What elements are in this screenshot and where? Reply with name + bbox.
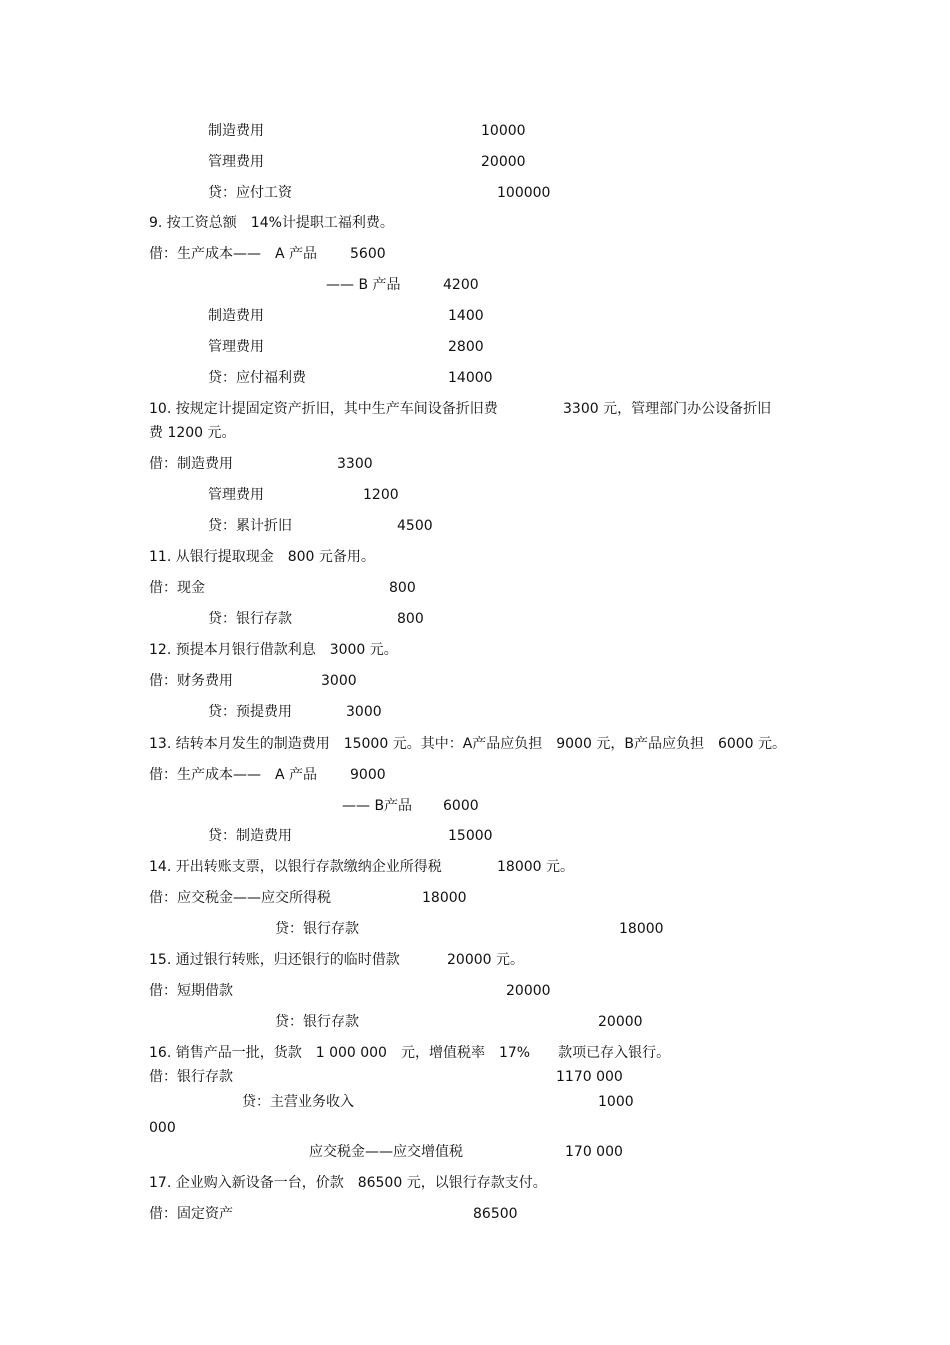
entry-heading: 16. 销售产品一批，货款 1 000 000 元，增值税率 17% 款项已存入银行。 [149, 1045, 671, 1061]
amount: 18000 [619, 921, 664, 937]
entry-heading: 15. 通过银行转账，归还银行的临时借款 [149, 952, 400, 968]
amount: 000 [149, 1120, 176, 1136]
text-line: 贷：银行存款 [208, 611, 292, 627]
amount: 18000 [422, 890, 467, 906]
text-line: 借：现金 [149, 580, 205, 596]
entry-heading: 费 1200 元。 [149, 425, 236, 441]
entry-heading: 9. 按工资总额 14%计提职工福利费。 [149, 215, 394, 231]
text-line: 贷：应付福利费 [208, 370, 306, 386]
text-line: 借：生产成本—— A 产品 [149, 767, 318, 783]
text-line: 贷：累计折旧 [208, 518, 292, 534]
amount: 86500 [473, 1206, 518, 1222]
text-line: 借：制造费用 [149, 456, 233, 472]
amount: 20000 [481, 154, 526, 170]
amount: 6000 [443, 798, 479, 814]
text-line: 管理费用 [208, 339, 264, 355]
entry-heading: 3300 元，管理部门办公设备折旧 [563, 401, 772, 417]
amount: 5600 [350, 246, 386, 262]
amount: 4200 [443, 277, 479, 293]
entry-heading: 11. 从银行提取现金 800 元备用。 [149, 549, 375, 565]
amount: 3300 [337, 456, 373, 472]
entry-heading: 12. 预提本月银行借款利息 3000 元。 [149, 642, 398, 658]
text-line: 贷：制造费用 [208, 828, 292, 844]
amount: 4500 [397, 518, 433, 534]
entry-heading: 10. 按规定计提固定资产折旧，其中生产车间设备折旧费 [149, 401, 498, 417]
entry-heading: 17. 企业购入新设备一台，价款 86500 元，以银行存款支付。 [149, 1175, 547, 1191]
amount: 100000 [497, 185, 551, 201]
text-line: 管理费用 [208, 487, 264, 503]
amount: 15000 [448, 828, 493, 844]
amount: 1170 000 [556, 1069, 623, 1085]
amount: 3000 [321, 673, 357, 689]
text-line: 借：财务费用 [149, 673, 233, 689]
entry-heading: 13. 结转本月发生的制造费用 15000 元。其中：A产品应负担 9000 元，B产品应负担 6000 元。 [149, 736, 787, 752]
text-line: 贷：主营业务收入 [242, 1094, 354, 1110]
entry-heading: 18000 元。 [497, 859, 574, 875]
text-line: 借：应交税金——应交所得税 [149, 890, 331, 906]
amount: 800 [389, 580, 416, 596]
amount: 9000 [350, 767, 386, 783]
text-line: 借：短期借款 [149, 983, 233, 999]
text-line: 借：固定资产 [149, 1206, 233, 1222]
text-line: —— B产品 [342, 798, 413, 814]
amount: 3000 [346, 704, 382, 720]
text-line: 贷：预提费用 [208, 704, 292, 720]
amount: 1200 [363, 487, 399, 503]
amount: 170 000 [565, 1144, 623, 1160]
text-line: 管理费用 [208, 154, 264, 170]
amount: 1000 [598, 1094, 634, 1110]
text-line: 贷：银行存款 [275, 921, 359, 937]
amount: 800 [397, 611, 424, 627]
text-line: 贷：应付工资 [208, 185, 292, 201]
text-line: 制造费用 [208, 308, 264, 324]
text-line: 借：生产成本—— A 产品 [149, 246, 318, 262]
entry-heading: 14. 开出转账支票，以银行存款缴纳企业所得税 [149, 859, 442, 875]
text-line: 制造费用 [208, 123, 264, 139]
amount: 20000 [598, 1014, 643, 1030]
amount: 14000 [448, 370, 493, 386]
text-line: —— B 产品 [326, 277, 401, 293]
entry-heading: 20000 元。 [447, 952, 524, 968]
text-line: 贷：银行存款 [275, 1014, 359, 1030]
amount: 20000 [506, 983, 551, 999]
amount: 10000 [481, 123, 526, 139]
text-line: 应交税金——应交增值税 [309, 1144, 463, 1160]
amount: 1400 [448, 308, 484, 324]
text-line: 借：银行存款 [149, 1069, 233, 1085]
amount: 2800 [448, 339, 484, 355]
